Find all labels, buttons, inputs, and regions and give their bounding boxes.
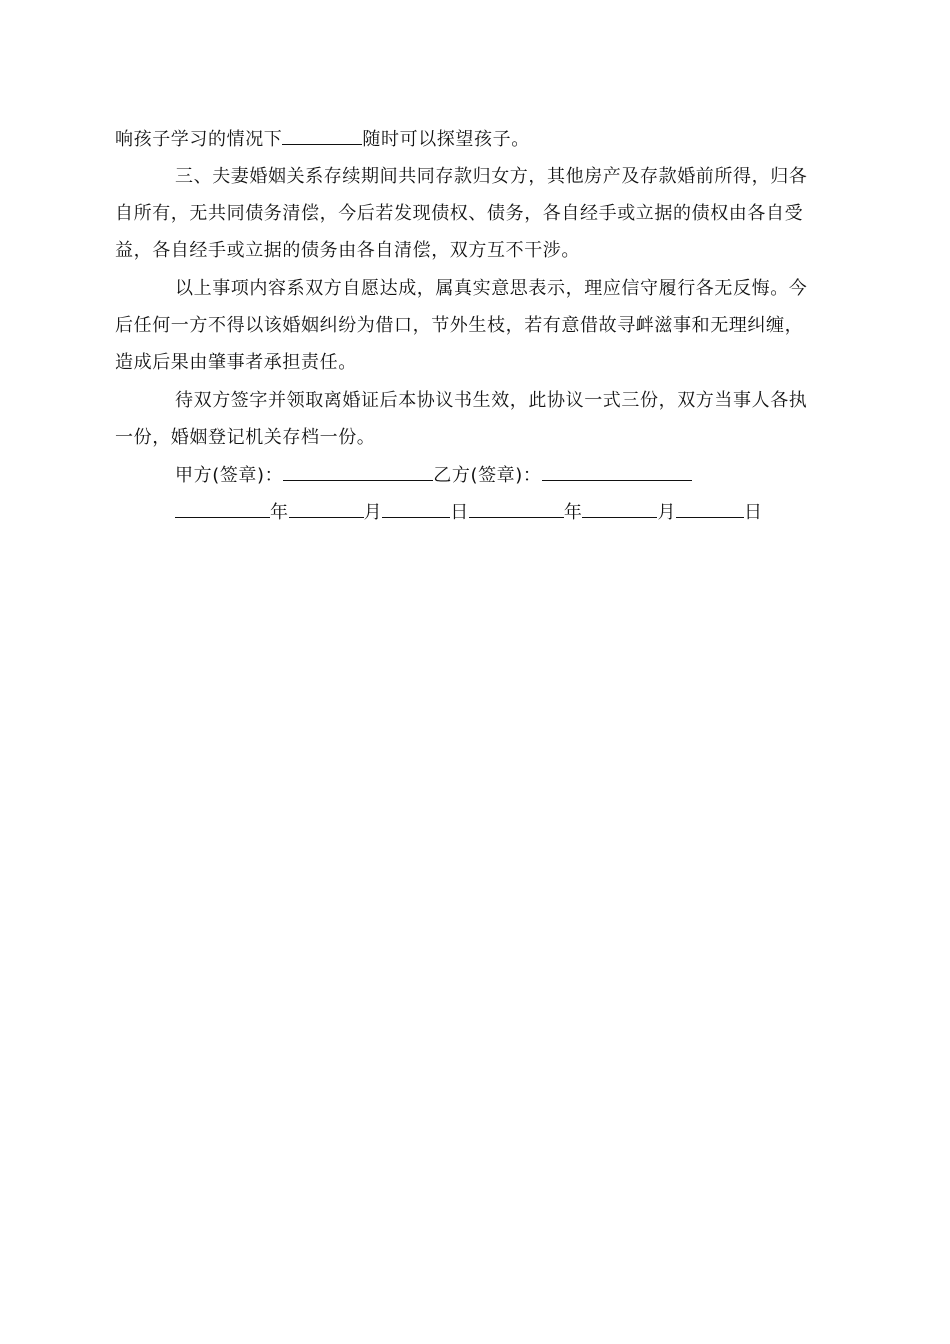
text-run: 随时可以探望孩子。 — [362, 129, 530, 150]
year-label: 年 — [563, 502, 583, 523]
month-blank — [289, 500, 364, 518]
day-label: 日 — [450, 502, 469, 523]
party-b-signature-blank — [542, 463, 692, 481]
paragraph-line: 待双方签字并领取离婚证后本协议书生效，此协议一式三份，双方当事人各执 — [175, 390, 808, 411]
paragraph-line: 后任何一方不得以该婚姻纠纷为借口，节外生枝，若有意借故寻衅滋事和无理纠缠， — [115, 315, 804, 336]
party-a-label: 甲方(签章)： — [175, 465, 284, 486]
paragraph-line: 一份，婚姻登记机关存档一份。 — [115, 427, 376, 448]
day-blank — [676, 500, 744, 518]
paragraph-line — [115, 127, 530, 152]
date-line — [175, 500, 763, 525]
paragraph-line: 益，各自经手或立据的债务由各自清偿，双方互不干涉。 — [115, 240, 580, 261]
year-blank — [469, 500, 564, 518]
signature-line — [175, 463, 692, 488]
party-b-label: 乙方(签章)： — [433, 465, 542, 486]
paragraph-line: 三、夫妻婚姻关系存续期间共同存款归女方，其他房产及存款婚前所得，归各 — [175, 166, 808, 187]
day-blank — [382, 500, 450, 518]
month-label: 月 — [363, 502, 383, 523]
paragraph-line: 自所有，无共同债务清偿，今后若发现债权、债务，各自经手或立据的债权由各自受 — [115, 203, 804, 224]
paragraph-line: 以上事项内容系双方自愿达成，属真实意思表示，理应信守履行各无反悔。今 — [175, 278, 808, 299]
fill-in-blank — [282, 127, 362, 145]
paragraph-line: 造成后果由肇事者承担责任。 — [115, 352, 357, 373]
year-blank — [175, 500, 270, 518]
day-label: 日 — [744, 502, 763, 523]
month-label: 月 — [657, 502, 677, 523]
month-blank — [582, 500, 657, 518]
party-a-signature-blank — [283, 463, 433, 481]
year-label: 年 — [270, 502, 289, 523]
text-run: 响孩子学习的情况下 — [115, 129, 283, 150]
